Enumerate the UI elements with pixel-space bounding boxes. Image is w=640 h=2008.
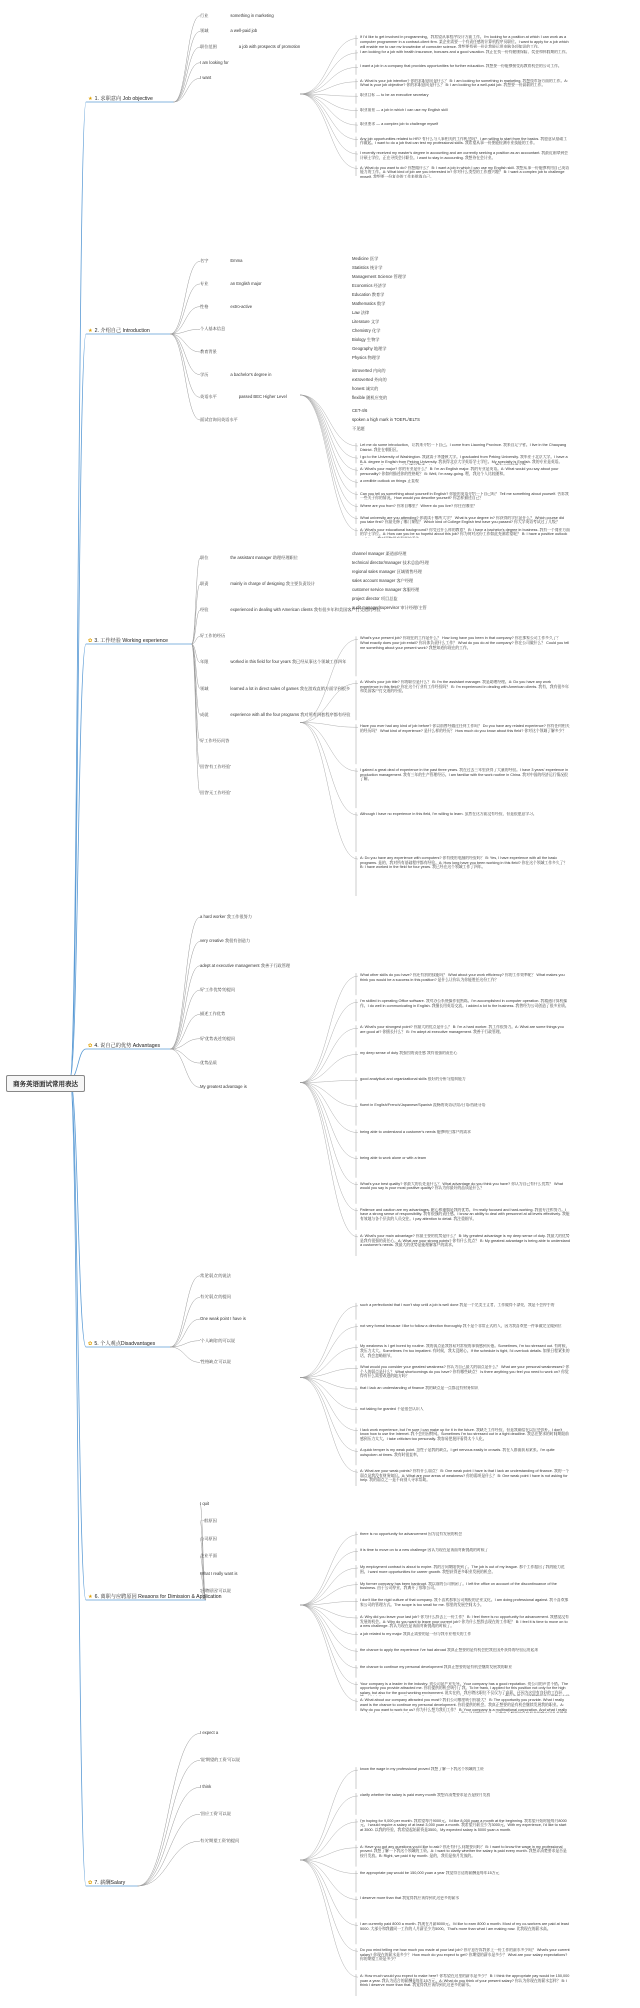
topic-label: a hard worker 我工作很努力 — [200, 914, 252, 920]
topic-detail: the assistant manager 助理经理职位 — [230, 555, 298, 561]
topic-label: 有关'期望工资'的提问 — [200, 1838, 240, 1844]
topic-node[interactable] — [200, 659, 346, 664]
topic-label: 成就 — [200, 711, 209, 717]
detail-note[interactable]: good analytical and organizational skills 很好的分析与组织能力 — [360, 1077, 466, 1082]
topic-label: 行业 — [200, 12, 209, 18]
detail-note[interactable]: A: What do you want to do? 你想做什么？ B: I want a job in which I can use my English skill. 我想从事一份能够利用自己英语能力的工作。A: What kind of job are you interested in? 你对什么类型的工作感兴趣？ B: I want a complex job to challenge myself. 我想要一份复杂的工作来挑战自己。 — [360, 165, 570, 178]
connector-line — [300, 1535, 358, 1605]
topic-node[interactable] — [200, 1060, 217, 1065]
topic-node[interactable] — [200, 1084, 247, 1089]
topic-node[interactable] — [200, 738, 229, 743]
connector-line — [170, 1049, 200, 1063]
connector-line — [300, 1002, 358, 1082]
topic-node[interactable] — [200, 1294, 231, 1299]
list-item[interactable]: Chemistry 化学 — [352, 328, 381, 333]
topic-node[interactable] — [200, 1784, 211, 1789]
detail-note[interactable]: fluent in English/French/Japanese/Spanish 流畅的英语/法语/日语/西班牙语 — [360, 1103, 486, 1108]
detail-note[interactable]: What's your present job? 你现在的工作是什么？ How long have you been in that company? 你在那家公司工作多久了？ What exactly does your job entail? 你具体负责什么工作？ What do you do at the company? 你在公司做什么？ Could you tell me something about your present work? 我想知道你现在的工作。 — [360, 636, 570, 650]
topic-label: 回答'无工作经验' — [200, 789, 231, 795]
topic-detail: worked in this field for four years 我已经从事这个领域工作四年 — [230, 659, 347, 665]
detail-note[interactable]: What would you consider your greatest weakness? 你认为自己最大的弱点是什么？ What are your personal weaknesses? 你个人的弱点是什么？ What shortcomings do you have? 你有哪些缺点？ Is there anything you feel you need to work on? 你觉得有什么需要改进的地方吗？ — [360, 1365, 570, 1379]
list-item[interactable]: regional sales manager 区域销售经理 — [352, 569, 422, 574]
connector-line — [170, 966, 200, 1049]
list-item[interactable]: extroverted 外向的 — [352, 377, 387, 382]
connector-line — [300, 1848, 358, 1860]
topic-detail: an English major — [230, 280, 262, 286]
detail-note[interactable]: A: What's your educational background? 你受过什么样的教育？ B: I have a bachelor's degree in business. 我有一个商业方面的学士学位。A: How can you be so hopeful about this job? 你为何对这份工作如此充满希望呢？ B: I have a positive outlook — [360, 527, 570, 537]
detail-note[interactable]: Although I have no experience in this field, I'm willing to learn. 虽然在这方面没有经验，但是很愿意学习。 — [360, 812, 537, 817]
list-item[interactable]: Mathematics 数学 — [352, 301, 386, 306]
detail-note[interactable]: a credible outlook on things 正直观 — [360, 479, 419, 484]
detail-note[interactable]: I recently received my master's degree in accounting and am currently seeking a position as an accountant. 我最近刚拿到会计硕士学位，正在寻找会计职位。I want to stay in accounting. 我想待在会计业。 — [360, 151, 568, 160]
connector-line — [138, 1760, 200, 1886]
connector-line — [192, 584, 200, 644]
connector-line — [300, 723, 358, 728]
detail-note[interactable]: A: What's your job title? 你的职位是什么？ B: I'm the assistant manager. 我是助理经理。A: Do you have any work experience in this field? 你在这个行业有工作经验吗？ B: I'm experienced in dealing with American clients. 我有，我有很多年和美国客户打交道的经验。 — [360, 680, 569, 694]
detail-note[interactable]: not very formal because I like to follow a direction thoroughly 我不是个非常正式的人，因为我喜欢把一件事做完全做到位 — [360, 1323, 562, 1328]
connector-line — [300, 1378, 358, 1410]
connector-line — [170, 917, 200, 1049]
topic-node[interactable] — [200, 372, 271, 377]
topic-label: I expect a — [200, 1730, 219, 1736]
topic-node[interactable] — [200, 1536, 217, 1541]
detail-note[interactable]: What's your best quality? 你最大的长处是什么？ What advantage do you think you have? 你认为自己有什么优势？ What would you say is your most positive quality? 你认为你最好的品质是什么？ — [360, 1181, 563, 1191]
connector-line — [70, 102, 86, 1079]
list-item[interactable]: Physics 物理学 — [352, 355, 381, 360]
detail-note[interactable]: 职业目标 — to be an executive secretary — [360, 93, 429, 98]
topic-node[interactable] — [200, 13, 274, 18]
topic-label: 英语水平 — [200, 394, 217, 400]
topic-node[interactable] — [200, 1359, 231, 1364]
connector-line — [192, 558, 200, 644]
detail-note[interactable]: I deserve more than that 我觉得我应该得到比这更多的薪水 — [360, 1896, 460, 1901]
topic-node[interactable] — [200, 1838, 239, 1843]
list-item[interactable]: audit manager/supervisor 审计经理/主管 — [352, 605, 427, 610]
topic-label: 好'工作优势'的提问 — [200, 987, 236, 993]
topic-node[interactable] — [200, 1273, 231, 1278]
connector-line — [300, 395, 358, 482]
topic-label: very creative 我很有创造力 — [200, 938, 251, 944]
connector-line — [300, 395, 358, 470]
list-item[interactable]: project director 项目总监 — [352, 596, 398, 601]
topic-node[interactable] — [200, 349, 217, 354]
connector-line — [174, 63, 200, 102]
detail-note[interactable]: A: Do you have any experience with computers? 你有使用电脑的经验吗？ B: Yes, I have experience with all the basic programs. 是的，我对所有基础程序都有经验。A: How long have you been working in this field? 你在这个领域工作多久了？ B: I have worked in the field for four years. 我已经在这个领域工作了四年。 — [360, 856, 568, 870]
detail-note[interactable]: Any job opportunities related to HR? 有什么与人事相关的工作机会吗？ I am willing to start from the basics. 我愿意从基础工作做起。I want to do a job that can test my professional skills. 我希望从事一份要能检测专业技能的工作。 — [360, 136, 567, 146]
detail-note[interactable]: 职业要求 — a complex job to challenge myself — [360, 122, 439, 127]
star-icon: ★ — [88, 96, 93, 102]
detail-note[interactable]: I don't like the rigid culture of that company. 我不喜欢那家公司刻板的企业文化。I am doing professional against. 我不喜欢那家公司的管理方式。The scope is too small for me. 那里的发展空间太小。 — [360, 1598, 569, 1607]
connector-line — [300, 976, 358, 1082]
topic-label: 经验 — [200, 607, 209, 613]
topic-node[interactable] — [200, 258, 243, 263]
connector-line — [300, 67, 358, 94]
topic-label: '说'期望的工资'可以说 — [200, 1757, 241, 1763]
topic-label: 企业平面 — [200, 1553, 217, 1559]
connector-line — [170, 1297, 200, 1347]
connector-line — [300, 1327, 358, 1378]
topic-detail: experienced in dealing with American clients 我有很多年和美国客户打交道的经验 — [230, 607, 381, 613]
detail-note[interactable]: Patience and caution are my advantages. 耐心和谨慎是我的优势。I'm really focused and hard-working. 我很专注和努力。I have a strong sense of responsibility. 我有很强的责任感。I know an ability to deal with personnel at all levels effectively. 我能有效地与各个层次的人员交往。I pay attention to detail. 我注重细节。 — [360, 1207, 570, 1222]
topic-node[interactable] — [200, 75, 211, 80]
topic-label: I am looking for — [200, 59, 229, 65]
detail-note[interactable]: A: What about our company attracted you most? 我们公司哪里吸引你最大？ B: The opportunity you provide. What I really want is the chance to continue my personal development. 你们提供的机会。我真正想要的是有机会继续发展我的职业。A: Why do you want to work for us? 你为什么想为我们工作？ B: Your company is a multinational corporation. And what I really — [360, 1698, 568, 1712]
connector-line — [300, 1585, 358, 1605]
topic-node[interactable] — [200, 1316, 246, 1321]
topic-node[interactable] — [200, 938, 250, 943]
connector-line — [300, 723, 358, 816]
detail-note[interactable]: Can you tell us something about yourself in English? 你能用英语介绍一下自己吗？ Tell me something about yourself. 告诉我一些关于你的情况。How would you describe yourself? 你怎样描述自己？ — [360, 491, 569, 501]
connector-line — [170, 1049, 200, 1087]
topic-node[interactable] — [200, 764, 231, 769]
connector-line — [300, 1368, 358, 1377]
detail-note[interactable]: being able to work alone or with a team — [360, 1155, 427, 1160]
detail-note[interactable]: A: What are your weak points? 你有什么弱点？ B: One weak point I have is that I lack an understanding of finance. 我的一个弱点是我没有财务知识。A: What are your areas of weakness? 你的弱项是什么？ B: One weak point I have is not asking for help. 我的弱点之一是不向别人寻求帮助。 — [360, 1469, 570, 1483]
connector-line — [300, 395, 358, 495]
branch-label: 6. 离职与应聘原因 Reasons for Dimission & Application — [94, 1594, 222, 1600]
connector-line — [170, 334, 200, 375]
topic-detail: Emma — [230, 258, 243, 264]
topic-label: 年限 — [200, 659, 209, 665]
list-item[interactable]: Literature 文学 — [352, 319, 380, 324]
topic-label: 有关'弱点'的提问 — [200, 1294, 231, 1300]
topic-label: 回答'有工作经验' — [200, 763, 231, 769]
detail-note[interactable]: A: Why did you leave your last job? 你为什么辞去上一份工作？ B: I feel there is no opportunity for advancement. 我感觉没有发展的机会。A: Why do you want to leave your current job? 你为什么想辞去现在的工作呢？ B: I feel it is time to move on to a new challenge. 我认为现在是该面对新挑战的时候了。 — [360, 1615, 569, 1629]
detail-note[interactable]: My former company has been bankrupt. 我以前的公司倒闭了。I left the office on account of the discontinuance of the business. 由于公司停业，我离开了那家公司。 — [360, 1581, 557, 1591]
list-item[interactable]: Statistics 统计学 — [352, 265, 383, 270]
list-item[interactable]: sales account manager 客户经理 — [352, 578, 414, 583]
list-item[interactable]: Economics 经济学 — [352, 283, 387, 288]
topic-label: I think — [200, 1784, 212, 1790]
topic-detail: extro-active — [230, 303, 253, 309]
connector-line — [170, 261, 200, 334]
topic-node[interactable] — [200, 555, 298, 560]
detail-note[interactable]: not taking for granted 不是很会认识人 — [360, 1406, 424, 1411]
connector-line — [70, 334, 86, 1079]
connector-line — [300, 1605, 358, 1668]
detail-note[interactable]: 职业前景 — a job in which I can use my English skill — [360, 107, 448, 112]
connector-line — [300, 1306, 358, 1378]
branch-5[interactable] — [86, 1339, 157, 1348]
topic-detail: a bachelor's degree in — [230, 371, 272, 377]
topic-label: 一般原因 — [200, 1518, 217, 1524]
connector-line — [300, 94, 358, 140]
topic-label: 职位范围 — [200, 44, 217, 50]
list-item[interactable]: technical director/manager 技术总监/经理 — [352, 560, 429, 565]
topic-node[interactable] — [200, 581, 315, 586]
connector-line — [174, 47, 200, 102]
connector-line — [300, 1860, 358, 1899]
connector-line — [170, 334, 200, 420]
topic-node[interactable] — [200, 281, 262, 286]
topic-label: 好'优势表述'的提问 — [200, 1035, 236, 1041]
detail-note[interactable]: A: What's your strongest point? 你最大的优点是什么？ B: I'm a hard worker. 我工作很努力。A: What are some things you are good at? 你擅长什么？ B: I'm adept at executive management. 我善于行政管理。 — [360, 1025, 564, 1034]
branch-2[interactable] — [86, 326, 152, 335]
topic-label: 名字 — [200, 258, 209, 264]
detail-note[interactable]: know the wage in my professional proved 我想了解一下我这个领域的工资 — [360, 1767, 484, 1772]
connector-line — [300, 94, 358, 125]
detail-note[interactable]: What other skills do you have? 你还有别的技能吗？ What about your work efficiency? 你的工作效率呢？ What makes you think you would be a success in this position? 是什么让你认为你能胜任这份工作？ — [360, 973, 565, 982]
detail-note[interactable]: I am looking for a job with health insurance, bonuses and a good vacation. 我正在找一份有健康保险、奖金和休假期的工作。 — [360, 49, 570, 54]
list-item[interactable]: Medicine 医学 — [352, 256, 379, 261]
connector-line — [138, 1787, 200, 1886]
connector-line — [138, 1733, 200, 1886]
connector-line — [170, 1347, 200, 1362]
list-item[interactable]: channel manager 渠道部经理 — [352, 551, 407, 556]
topic-label: 优势品质 — [200, 1060, 217, 1066]
topic-label: '应聘原因'可以说 — [200, 1588, 231, 1594]
topic-node[interactable] — [200, 686, 350, 691]
topic-label: 公司原因 — [200, 1535, 217, 1541]
detail-note[interactable]: Have you ever had any kind of job before? 你以前曾经做过任何工作吗？ Do you have any related experience? 你有任何相关的经历吗？ What kind of experience? 是什么样的经历？ How much do you know about this field? 你对这个领域了解多少？ — [360, 724, 570, 733]
topic-node[interactable] — [200, 1571, 237, 1576]
connector-line — [300, 723, 358, 772]
detail-note[interactable]: I'm hoping for 9,000 per month. 我希望每月9000元。I'd like 8,000 yuan a month at the beginning. 我希望开始时能每月8000元。I would require a salary of at least 3,000 yuan a month. 我希望月薪至少为3000元。With my experience, I'd like to start at 3500. 以我的经验，我希望起始薪资是3500。My expected salary is 5000 yuan a month. — [360, 1818, 567, 1833]
connector-line — [170, 307, 200, 334]
detail-note[interactable]: I want a job in a company that provides opportunities for further education. 我想要一份能够接受再教育机会的公司工作。 — [360, 64, 562, 69]
connector-line — [170, 1276, 200, 1347]
topic-detail: passed BEC Higher Level — [238, 394, 287, 400]
topic-node[interactable] — [200, 1757, 240, 1762]
topic-node[interactable] — [200, 1811, 231, 1816]
topic-label: '性格缺点'可以说 — [200, 1359, 231, 1365]
topic-label: One weak point I have is — [200, 1316, 246, 1322]
detail-note[interactable]: I go to the University of Washington. 我就读于华盛顿大学。I graduated from Peking University. 我毕业于北京大学。I have a B.A. degree in English from Peking University. 我获得北京大学英语学士学位。My specialty is English. 我的专业是英语。 — [360, 455, 568, 464]
connector-line — [174, 31, 200, 102]
topic-node[interactable] — [200, 417, 238, 422]
topic-label: 职位 — [200, 555, 209, 561]
topic-detail: experience with all the four programs 我对所有四套程序都有经验 — [230, 711, 351, 717]
detail-note[interactable]: it is time to move on to a new challenge 因认为现在是该面对新挑战的时候了 — [360, 1548, 489, 1553]
topic-node[interactable] — [200, 633, 225, 638]
detail-note[interactable]: A: Have you got any questions you'd like to ask? 你还有什么问题要问吗？ B: I want to know the wage in my professional proved. 我想了解一下我这个领域的工资。A: I want to clarify whether the salary is paid every month. 我想弄清楚要求是否是按月发放。B: Right, we paid it by month. 是的，我们是按月发放的。 — [360, 1844, 567, 1858]
topic-detail: mainly in charge of designing 我主要负责设计 — [230, 581, 316, 587]
topic-node[interactable] — [200, 304, 252, 309]
list-item[interactable]: Management Science 管理学 — [352, 274, 407, 279]
topic-label: 面试官询问英语水平 — [200, 416, 238, 422]
connector-line — [300, 94, 358, 169]
detail-note[interactable]: I am currently paid 8000 a month. 我现在月薪8000元。I'd like to earn 8000 a month. Most of my co-workers are paid at least 5000. 大部分和我做同一工作的人月薪至少为5000。That's more than what I am making now. 比我现在的薪水高。 — [360, 1922, 569, 1931]
star-icon: ★ — [88, 328, 93, 334]
topic-label: My greatest advantage is — [200, 1084, 247, 1090]
topic-node[interactable] — [200, 1011, 225, 1016]
branch-6[interactable] — [86, 1592, 224, 1601]
detail-note[interactable]: the appropriate pay would be 150,000 yuan a year 我觉得合适的薪酬是每年15万元 — [360, 1870, 500, 1875]
connector-line — [300, 1770, 358, 1860]
connector-line — [300, 1054, 358, 1082]
topic-node[interactable] — [200, 1588, 231, 1593]
list-item[interactable]: honest 诚实的 — [352, 386, 379, 391]
topic-label: 领域 — [200, 28, 209, 34]
topic-node[interactable] — [200, 1501, 209, 1506]
connector-line — [174, 16, 200, 102]
detail-note[interactable]: Where are you from? 你来自哪里？ Where do you live? 你住在哪里？ — [360, 503, 477, 508]
list-item[interactable]: flexible 随机应变的 — [352, 395, 388, 400]
topic-detail: something in marketing — [230, 12, 274, 18]
list-item[interactable]: CET-4/6 — [352, 408, 368, 413]
topic-node[interactable] — [200, 1036, 235, 1041]
connector-line — [300, 395, 358, 531]
detail-note[interactable]: that I lack an understanding of finance 我的缺点是一点都没有财务知识 — [360, 1386, 479, 1391]
topic-detail: a job with prospects of promotion — [238, 44, 301, 50]
connector-line — [300, 1605, 358, 1701]
topic-node[interactable] — [200, 1518, 217, 1523]
detail-note[interactable]: clarify whether the salary is paid every month 我想弄清楚要求是否是按月发放 — [360, 1792, 491, 1797]
topic-node[interactable] — [200, 28, 257, 33]
topic-detail: learned a lot in direct sales of games 我在游戏直销方面学到很多 — [230, 685, 351, 691]
branch-label: 5. 个人观点Disadvantages — [94, 1341, 156, 1347]
detail-note[interactable]: A: What's your main advantage? 你最主要的优势是什么？ B: My greatest advantage is my deep sense of duty. 我最大的优势是我有很强的责任心。A: What are your strong points? 你有什么优点？ B: My greatest advantage is being able to understand a customer's needs. 我最大的优势是能理解客户的需求。 — [360, 1233, 570, 1248]
branch-label: 4. 说自己的优势 Advantages — [94, 1043, 161, 1049]
topic-node[interactable] — [200, 44, 300, 49]
connector-line — [300, 1605, 358, 1685]
topic-node[interactable] — [200, 326, 225, 331]
branch-label: 2. 介绍自己 Introduction — [94, 328, 150, 334]
branch-4[interactable] — [86, 1041, 162, 1050]
topic-label: 个人基本信息 — [200, 326, 226, 332]
star-icon: ✿ — [88, 1043, 93, 1049]
star-icon: ★ — [88, 1594, 93, 1600]
connector-line — [300, 1083, 358, 1211]
connector-line — [300, 38, 358, 94]
connector-line — [300, 1378, 358, 1431]
topic-node[interactable] — [200, 963, 290, 968]
branch-3[interactable] — [86, 636, 170, 645]
connector-line — [300, 723, 358, 860]
connector-line — [300, 639, 358, 722]
connector-line — [300, 1796, 358, 1860]
topic-node[interactable] — [200, 914, 252, 919]
branch-label: 7. 薪酬Salary — [94, 1880, 126, 1886]
topic-label: 专业 — [200, 280, 209, 286]
connector-line — [300, 1551, 358, 1605]
branch-label: 3. 工作经验 Working experience — [94, 638, 169, 644]
connector-line — [300, 1860, 358, 1977]
topic-label: 学历 — [200, 371, 209, 377]
topic-node[interactable] — [200, 1730, 218, 1735]
detail-note[interactable]: Let me do some introduction，让我来介绍一下自己。I come from Liaoning Province. 我来自辽宁省。I live in the Chaoyang District. 我住在朝阳区。 — [360, 443, 567, 452]
detail-note[interactable]: I gained a great deal of experience in the past three years. 我在过去三年里获得了大量的经验。I have 3 years' experience in production management. 我有三年的生产管理经历。I am familiar with the work routine in China. 我对中国的经济运行情况很了解。 — [360, 768, 569, 782]
connector-line — [300, 1378, 358, 1473]
topic-label: 教育背景 — [200, 348, 217, 354]
connector-line — [170, 990, 200, 1049]
connector-line — [300, 1083, 358, 1185]
topic-node[interactable] — [200, 1553, 217, 1558]
topic-label: I want — [200, 75, 212, 81]
detail-note[interactable]: My weakness is I get bored by routine. 我的弱点是我容易对常规的事情感到厌倦。Sometimes, I'm too stressed out. 有时候，我压力太大。Sometimes I'm too impatient. 有时候，我太没耐心。If the schedule is tight, I'd overlook details. 如果日程紧张的话，我会忽略细节。 — [360, 1344, 570, 1358]
connector-line — [138, 1841, 200, 1886]
topic-node[interactable] — [200, 712, 350, 717]
connector-line — [300, 1860, 358, 1925]
topic-label: I quit — [200, 1500, 210, 1506]
list-item[interactable]: customer service manager 客服经理 — [352, 587, 420, 592]
connector-line — [300, 395, 358, 519]
topic-label: What I really want is — [200, 1570, 238, 1576]
detail-note[interactable]: the chance to apply the experience I've had abroad 我真正想要的是有机会把我在国外获得的经验运用起来 — [360, 1648, 539, 1653]
topic-label: 性格 — [200, 303, 209, 309]
branch-7[interactable] — [86, 1878, 127, 1887]
detail-note[interactable]: I'm skilled in operating Office software. 我对办公系统操作很熟练。I'm accomplished in computer operation. 我精通计算机操作。I do well in communicating in English. 我擅长用英语交流。I added a lot to the business. 我曾经为公司创造了很多业绩。 — [360, 999, 569, 1008]
connector-line — [300, 1083, 358, 1133]
detail-note[interactable]: A: How much would you expect to make here? 你希望在这里的薪水是多少？ B: I think the appropriate pay would be 150,000 yuan a year. 我认为适合的薪酬是每年15万元。A: What do you think of your present salary? 你认为你现在的薪水怎样？ B: I think I deserve more than that. 我觉得我应该得到比这更多的薪水。 — [360, 1974, 570, 1988]
detail-note[interactable]: A quick temper is my weak point. 急性子是我的缺点。I get nervous easily in crowds. 我在人群面前易紧张。I'm quite outspoken at times. 我有时很直率。 — [360, 1448, 555, 1457]
star-icon: ✿ — [88, 1341, 93, 1347]
topic-label: 职责 — [200, 581, 209, 587]
list-item[interactable]: Geography 地理学 — [352, 346, 387, 351]
connector-line — [170, 334, 200, 397]
detail-note[interactable]: A: What's your major? 你的专业是什么？ B: I'm an English major. 我的专业是英语。A: What would you say about your personality? 你如何描述你的性格呢？ B: Well, I'm easy-going. 嗯，我这个人比较随和。 — [360, 467, 559, 476]
topic-label: '回应工资'可以说 — [200, 1811, 231, 1817]
detail-note[interactable]: Your company is a leader in the industry. 贵公司是产业先导。Your company has a good reputation. 贵公司的声誉不错。The opportunity you provide attracted me. 你们提供的机会吸引了我。To be frank, I applied for this position not only for the high salary, but also for the good working environment. 说实在的，我应聘这职位不仅仅为了高薪，还因为这里有良好的工作环 — [360, 1681, 569, 1695]
topic-node[interactable] — [200, 1338, 235, 1343]
list-item[interactable]: Education 教育学 — [352, 292, 385, 297]
branch-1[interactable] — [86, 94, 155, 103]
list-item[interactable]: Law 法律 — [352, 310, 370, 315]
list-item[interactable]: introverted 内向的 — [352, 368, 386, 373]
topic-label: 描述工作优势 — [200, 1011, 226, 1017]
detail-note[interactable]: If I'd like to get involved in programming，我希望从事程序设计方面工作。I'm looking for a position at which I can work as a computer programmer in a contract-client firm. 某企业需要一个有责任感的计算机程序员职位。I want to apply for a job which will enable me to use my knowledge of computer science. 我想要找到一份让我能运用电脑各项知识的工作。 — [360, 35, 569, 48]
connector-line — [192, 644, 200, 767]
topic-label: 好工作经历问答 — [200, 737, 230, 743]
connector-line — [300, 1605, 358, 1635]
detail-note[interactable]: the chance to continue my personal development 我真正想要的是有机会继续发展我的职业 — [360, 1665, 513, 1669]
topic-node[interactable] — [200, 60, 229, 65]
detail-note[interactable]: What university are you attending? 你就读于哪所大学？ What is your degree in? 你获得的学位是什么？ Which course did you take first? 你最先修了哪门课程？ Which kind of College English test have you passed? 你大学英语考试过了几级？ — [360, 515, 565, 525]
topic-node[interactable] — [200, 790, 231, 795]
detail-note[interactable]: such a perfectionist that I won't stop until a job is well done 我是一个完美主义者，工作做得不漂亮，我是不会停手的 — [360, 1302, 555, 1307]
detail-note[interactable]: I lack work experience, but I'm sure I can make up for it in the future. 我缺乏工作经验，但是我确信在以后会弥补。I don't know how to use the Internet. 我不会用因特网。Sometimes I'm too stressed out in a tight deadline. 我总在要求的时间期限前感到压力太大。I take criticism too personally. 我容易把批评看得太个人化。 — [360, 1427, 569, 1441]
topic-node[interactable] — [200, 987, 235, 992]
topic-detail: a well-paid job — [230, 28, 258, 34]
detail-note[interactable]: A: What is your job intention? 你的求职意向是什么？ B: I am looking for something in marketing. 我想找市场方面的工作。A: What is your job objective? 你的求职意向是什么？ B: I am looking for a well-paid job. 我想要一份高薪的工作。 — [360, 78, 568, 88]
topic-node[interactable] — [200, 394, 287, 399]
connector-line — [300, 395, 358, 507]
list-item[interactable]: spoken a high mark in TOEFL/IELTS — [352, 417, 420, 422]
detail-note[interactable]: a job related to my major 我真正需要的是一份与我专业相关的工作 — [360, 1631, 472, 1636]
connector-line — [300, 1860, 358, 1874]
topic-label: '个人缺陷'的可以说 — [200, 1337, 236, 1343]
detail-note[interactable]: being able to understand a customer's needs 能够明白客户的需求 — [360, 1129, 471, 1134]
list-item[interactable]: Biology 生物学 — [352, 337, 380, 342]
connector-line — [300, 1568, 358, 1605]
connector-line — [170, 284, 200, 334]
list-item[interactable]: 不见题 — [352, 426, 365, 431]
connector-line — [300, 395, 358, 458]
connector-line — [300, 1860, 358, 1951]
detail-note[interactable]: My employment contract is about to expire. 我的合同期限快到了。The job is out of my league. 那个工作超出了我的能力范围。I want more opportunities for career growth. 我想获得更多职业发展的机会。 — [360, 1565, 565, 1574]
star-icon: ✿ — [88, 638, 93, 644]
detail-note[interactable]: Do you mind telling me how much you made at your last job? 你介意告诉我你上一份工作的薪水多少吗？ What's your current salary? 你现在的薪水是多少？ How much do you expect to get? 你期望的薪水是多少？ What are your salary expectations? 你的期望工资是多少？ — [360, 1948, 570, 1962]
detail-note[interactable]: there is no opportunity for advancement 因为没有发展的机会 — [360, 1531, 463, 1536]
connector-line — [300, 1605, 358, 1618]
topic-label: 好工作的经历 — [200, 633, 226, 639]
detail-note[interactable]: my deep sense of duty 我强烈的责任感 我有很强的责任心 — [360, 1051, 458, 1056]
topic-label: 常见'弱点'的说法 — [200, 1272, 231, 1278]
root-topic[interactable]: 商务英语面试常用表达 — [6, 1075, 85, 1092]
connector-line — [170, 1319, 200, 1347]
topic-label: adept at executive management 我善于行政管理 — [200, 962, 291, 968]
topic-label: 领域 — [200, 685, 209, 691]
star-icon: ✿ — [88, 1880, 93, 1886]
connector-line — [170, 941, 200, 1049]
connector-line — [138, 1814, 200, 1886]
branch-label: 1. 求职意向 Job objective — [94, 96, 153, 102]
